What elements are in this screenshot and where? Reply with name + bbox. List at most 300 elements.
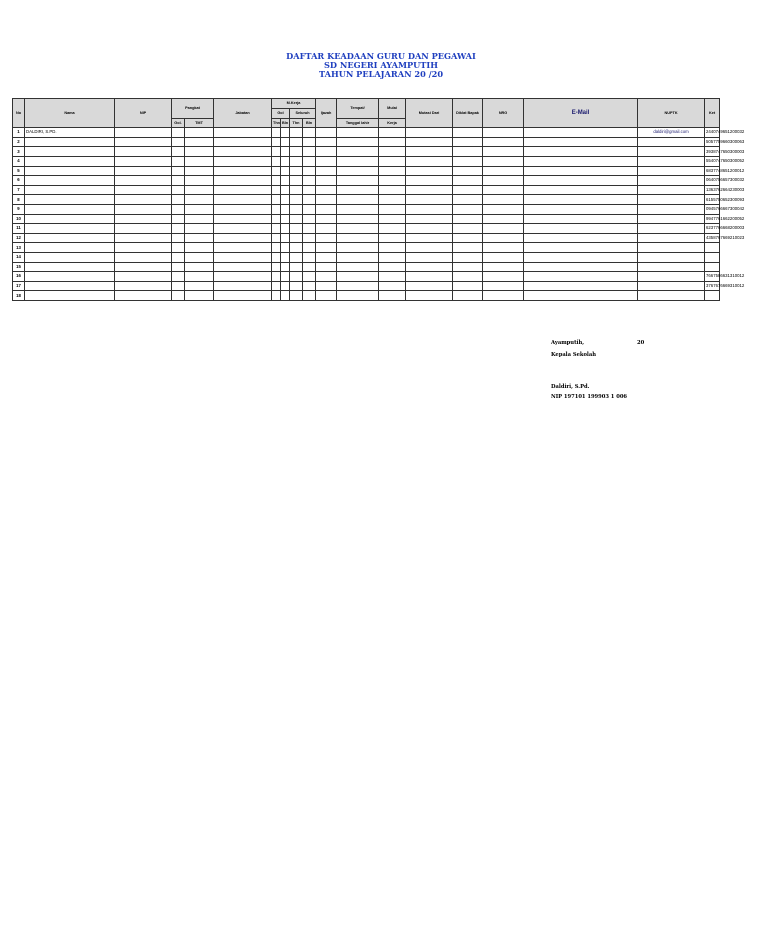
cell-tmt [185, 233, 214, 243]
cell-tgl [379, 281, 406, 291]
cell-mulai [406, 204, 453, 214]
table-row [13, 166, 720, 176]
cell-ms-thn [290, 176, 303, 186]
title-line-2: SD NEGERI AYAMPUTIH [324, 60, 438, 70]
cell-no: 17 [13, 281, 25, 291]
cell-ms-thn [290, 252, 303, 262]
cell-nama [25, 262, 115, 272]
cell-tgl [379, 176, 406, 186]
cell-nip [115, 204, 172, 214]
cell-email[interactable] [638, 156, 705, 166]
cell-tempat [337, 272, 379, 282]
cell-email[interactable] [638, 185, 705, 195]
cell-gol [172, 224, 185, 234]
cell-email[interactable] [638, 291, 705, 301]
header-masa-seluruh: Seluruh [290, 109, 316, 119]
header-mulai: Mulai [379, 99, 406, 119]
cell-jabatan [214, 176, 272, 186]
cell-nip [115, 252, 172, 262]
cell-email[interactable] [638, 281, 705, 291]
cell-ms-thn [290, 272, 303, 282]
cell-diklat [483, 176, 524, 186]
cell-ijazah [316, 214, 337, 224]
header-nuptk: NUPTK [638, 99, 705, 128]
cell-gol [172, 176, 185, 186]
cell-mutasi [453, 243, 483, 253]
cell-ms-thn [290, 291, 303, 301]
cell-tgl [379, 156, 406, 166]
cell-ms-thn [290, 156, 303, 166]
cell-mg-bln [281, 224, 290, 234]
cell-mutasi [453, 291, 483, 301]
cell-diklat [483, 272, 524, 282]
cell-tempat [337, 147, 379, 157]
cell-nuptk: 5057759660300063 [705, 137, 720, 147]
header-masa-gol: Gol [272, 109, 290, 119]
cell-nuptk [705, 252, 720, 262]
cell-nuptk: 7667586631310012 [705, 272, 720, 282]
cell-mg-thn [272, 272, 281, 282]
cell-mulai [406, 128, 453, 138]
cell-gol [172, 137, 185, 147]
header-jabatan: Jabatan [214, 99, 272, 128]
cell-no: 2 [13, 137, 25, 147]
cell-email[interactable] [638, 166, 705, 176]
cell-mg-thn [272, 156, 281, 166]
header-nrg: NRG [483, 99, 524, 128]
cell-mg-bln [281, 204, 290, 214]
cell-ms-thn [290, 185, 303, 195]
table-row [13, 291, 720, 301]
cell-mg-thn [272, 224, 281, 234]
cell-ms-thn [290, 224, 303, 234]
cell-mulai [406, 147, 453, 157]
cell-tmt [185, 185, 214, 195]
cell-nama [25, 281, 115, 291]
cell-no: 1 [13, 128, 25, 138]
cell-nrg [524, 272, 638, 282]
cell-tmt [185, 252, 214, 262]
cell-email[interactable] [638, 137, 705, 147]
cell-diklat [483, 128, 524, 138]
cell-tempat [337, 281, 379, 291]
cell-ms-bln [303, 176, 316, 186]
cell-ms-thn [290, 243, 303, 253]
title-line-3: TAHUN PELAJARAN 20 /20 [318, 69, 444, 79]
cell-tmt [185, 156, 214, 166]
cell-nip [115, 272, 172, 282]
signature-year: 20 [637, 340, 645, 346]
cell-nip [115, 137, 172, 147]
header-nama: Nama [25, 99, 115, 128]
cell-mg-thn [272, 166, 281, 176]
cell-tmt [185, 243, 214, 253]
cell-diklat [483, 233, 524, 243]
cell-mg-bln [281, 291, 290, 301]
cell-mg-bln [281, 233, 290, 243]
cell-nip [115, 262, 172, 272]
cell-nip [115, 147, 172, 157]
cell-mulai [406, 281, 453, 291]
cell-gol [172, 243, 185, 253]
cell-email[interactable] [638, 252, 705, 262]
cell-mg-thn [272, 195, 281, 205]
cell-tgl [379, 185, 406, 195]
cell-tmt [185, 128, 214, 138]
cell-mg-bln [281, 214, 290, 224]
header-masa-kerja: M.Kerja [272, 99, 316, 109]
cell-mulai [406, 176, 453, 186]
cell-mulai [406, 243, 453, 253]
cell-nrg [524, 147, 638, 157]
cell-ms-thn [290, 262, 303, 272]
cell-diklat [483, 204, 524, 214]
cell-mutasi [453, 185, 483, 195]
header-kerja: Kerja [379, 118, 406, 128]
cell-email[interactable]: daldiri@gmail.com [638, 128, 705, 138]
cell-diklat [483, 185, 524, 195]
cell-ms-bln [303, 224, 316, 234]
cell-jabatan [214, 243, 272, 253]
cell-ijazah [316, 147, 337, 157]
cell-nuptk: 6155750652300093 [705, 195, 720, 205]
cell-mg-thn [272, 147, 281, 157]
cell-tgl [379, 291, 406, 301]
cell-gol [172, 156, 185, 166]
cell-nip [115, 195, 172, 205]
cell-diklat [483, 214, 524, 224]
cell-mg-bln [281, 166, 290, 176]
cell-nrg [524, 156, 638, 166]
cell-email[interactable] [638, 262, 705, 272]
signature-role: Kepala Sekolah [551, 352, 597, 358]
cell-nrg [524, 281, 638, 291]
cell-mutasi [453, 272, 483, 282]
cell-tmt [185, 195, 214, 205]
cell-nrg [524, 185, 638, 195]
cell-tempat [337, 195, 379, 205]
cell-no: 5 [13, 166, 25, 176]
cell-mutasi [453, 233, 483, 243]
table-row [13, 128, 720, 138]
cell-mutasi [453, 281, 483, 291]
cell-nama [25, 156, 115, 166]
table-row [13, 252, 720, 262]
cell-mulai [406, 291, 453, 301]
cell-email[interactable] [638, 214, 705, 224]
cell-mg-bln [281, 243, 290, 253]
header-tempat: Tempat/ [337, 99, 379, 119]
cell-mg-thn [272, 176, 281, 186]
cell-tmt [185, 272, 214, 282]
cell-tmt [185, 214, 214, 224]
cell-mutasi [453, 195, 483, 205]
cell-jabatan [214, 252, 272, 262]
cell-ms-thn [290, 195, 303, 205]
table-row [13, 195, 720, 205]
cell-mutasi [453, 176, 483, 186]
cell-no: 6 [13, 176, 25, 186]
cell-nrg [524, 233, 638, 243]
cell-tempat [337, 185, 379, 195]
cell-nama [25, 272, 115, 282]
cell-ms-thn [290, 147, 303, 157]
cell-mutasi [453, 204, 483, 214]
cell-diklat [483, 156, 524, 166]
cell-tmt [185, 137, 214, 147]
cell-tgl [379, 137, 406, 147]
cell-ms-bln [303, 272, 316, 282]
cell-email[interactable] [638, 272, 705, 282]
cell-nip [115, 185, 172, 195]
cell-nuptk: 5540747650300052 [705, 156, 720, 166]
header-thn-seluruh: Thn [290, 118, 303, 128]
cell-nrg [524, 214, 638, 224]
cell-tempat [337, 291, 379, 301]
table-body [13, 128, 745, 301]
cell-nama [25, 252, 115, 262]
cell-ms-bln [303, 137, 316, 147]
cell-tgl [379, 224, 406, 234]
cell-nuptk: 0945766667300042 [705, 204, 720, 214]
cell-no: 11 [13, 224, 25, 234]
cell-email[interactable] [638, 147, 705, 157]
cell-no: 8 [13, 195, 25, 205]
document-title-block [0, 52, 768, 79]
cell-mulai [406, 195, 453, 205]
cell-mg-bln [281, 195, 290, 205]
cell-mg-bln [281, 176, 290, 186]
cell-tempat [337, 214, 379, 224]
cell-nrg [524, 262, 638, 272]
cell-gol [172, 147, 185, 157]
cell-tempat [337, 262, 379, 272]
cell-mutasi [453, 214, 483, 224]
cell-nama [25, 137, 115, 147]
cell-nrg [524, 195, 638, 205]
cell-nuptk: 9947761662200052 [705, 214, 720, 224]
cell-jabatan [214, 185, 272, 195]
table-header [13, 99, 720, 128]
cell-nama: DALDIRI, S.PD. [25, 128, 115, 138]
cell-ms-bln [303, 214, 316, 224]
header-gol: Gol. [172, 118, 185, 128]
cell-no: 14 [13, 252, 25, 262]
cell-ijazah [316, 128, 337, 138]
cell-no: 12 [13, 233, 25, 243]
cell-tempat [337, 156, 379, 166]
cell-no: 13 [13, 243, 25, 253]
cell-jabatan [214, 204, 272, 214]
cell-diklat [483, 243, 524, 253]
cell-email[interactable] [638, 233, 705, 243]
cell-nuptk: 1363762664230003 [705, 185, 720, 195]
cell-tmt [185, 166, 214, 176]
cell-tempat [337, 224, 379, 234]
header-thn-gol: Thn [272, 118, 281, 128]
cell-tgl [379, 262, 406, 272]
cell-jabatan [214, 224, 272, 234]
header-ket: Ket [705, 99, 720, 128]
cell-ijazah [316, 272, 337, 282]
cell-mg-thn [272, 214, 281, 224]
header-ijazah: Ijazah [316, 99, 337, 128]
cell-ijazah [316, 195, 337, 205]
cell-diklat [483, 137, 524, 147]
cell-jabatan [214, 214, 272, 224]
cell-tmt [185, 147, 214, 157]
cell-mg-thn [272, 291, 281, 301]
cell-gol [172, 281, 185, 291]
cell-ms-bln [303, 233, 316, 243]
cell-mutasi [453, 128, 483, 138]
cell-diklat [483, 281, 524, 291]
cell-nuptk: 2440749651200032 [705, 128, 720, 138]
cell-tempat [337, 252, 379, 262]
signature-place: Ayamputih, [551, 340, 585, 346]
header-tmt: TMT [185, 118, 214, 128]
table-row [13, 224, 720, 234]
table-row [13, 233, 720, 243]
cell-mg-bln [281, 147, 290, 157]
cell-jabatan [214, 262, 272, 272]
cell-mg-thn [272, 128, 281, 138]
cell-ijazah [316, 291, 337, 301]
cell-jabatan [214, 156, 272, 166]
cell-tgl [379, 166, 406, 176]
cell-ms-thn [290, 166, 303, 176]
cell-mg-thn [272, 243, 281, 253]
table-row [13, 147, 720, 157]
cell-nama [25, 195, 115, 205]
cell-mutasi [453, 252, 483, 262]
cell-email[interactable] [638, 224, 705, 234]
cell-ijazah [316, 281, 337, 291]
cell-nama [25, 147, 115, 157]
cell-tempat [337, 137, 379, 147]
cell-ijazah [316, 233, 337, 243]
cell-nrg [524, 128, 638, 138]
cell-nip [115, 166, 172, 176]
table-row [13, 214, 720, 224]
cell-tmt [185, 176, 214, 186]
cell-mg-bln [281, 185, 290, 195]
cell-mg-bln [281, 281, 290, 291]
cell-diklat [483, 224, 524, 234]
cell-mulai [406, 185, 453, 195]
cell-ms-bln [303, 281, 316, 291]
cell-tgl [379, 233, 406, 243]
cell-nip [115, 176, 172, 186]
cell-tgl [379, 147, 406, 157]
cell-jabatan [214, 137, 272, 147]
cell-email[interactable] [638, 176, 705, 186]
cell-jabatan [214, 233, 272, 243]
cell-nip [115, 291, 172, 301]
cell-tgl [379, 204, 406, 214]
cell-mutasi [453, 262, 483, 272]
cell-mg-bln [281, 262, 290, 272]
cell-mulai [406, 137, 453, 147]
cell-no: 18 [13, 291, 25, 301]
cell-nama [25, 233, 115, 243]
cell-mg-thn [272, 185, 281, 195]
cell-ms-bln [303, 147, 316, 157]
cell-nrg [524, 252, 638, 262]
signature-nip: NIP 197101 199903 1 006 [551, 394, 628, 400]
cell-gol [172, 262, 185, 272]
cell-ijazah [316, 166, 337, 176]
cell-tmt [185, 291, 214, 301]
cell-tgl [379, 195, 406, 205]
cell-mg-bln [281, 156, 290, 166]
table-row [13, 137, 720, 147]
header-pangkat: Pangkat [172, 99, 214, 119]
cell-mg-bln [281, 128, 290, 138]
cell-nip [115, 224, 172, 234]
cell-tgl [379, 272, 406, 282]
cell-email[interactable] [638, 243, 705, 253]
cell-ms-bln [303, 291, 316, 301]
cell-mg-thn [272, 252, 281, 262]
cell-ms-thn [290, 128, 303, 138]
staff-table [12, 98, 745, 301]
cell-gol [172, 128, 185, 138]
cell-nuptk: 3767676669310012 [705, 281, 720, 291]
cell-tgl [379, 214, 406, 224]
cell-gol [172, 204, 185, 214]
cell-jabatan [214, 166, 272, 176]
table-row [13, 281, 720, 291]
cell-nip [115, 128, 172, 138]
cell-diklat [483, 252, 524, 262]
cell-ijazah [316, 176, 337, 186]
cell-nama [25, 291, 115, 301]
cell-nrg [524, 166, 638, 176]
cell-nrg [524, 291, 638, 301]
signature-name: Daldiri, S.Pd. [551, 384, 590, 390]
cell-nrg [524, 204, 638, 214]
cell-nrg [524, 224, 638, 234]
cell-tmt [185, 224, 214, 234]
cell-mg-bln [281, 137, 290, 147]
cell-gol [172, 233, 185, 243]
cell-ijazah [316, 243, 337, 253]
cell-jabatan [214, 281, 272, 291]
table-row [13, 176, 720, 186]
cell-gol [172, 252, 185, 262]
cell-mulai [406, 252, 453, 262]
cell-ms-thn [290, 233, 303, 243]
cell-tempat [337, 233, 379, 243]
cell-mg-bln [281, 252, 290, 262]
header-tanggal-lahir: Tanggal lahir [337, 118, 379, 128]
cell-ijazah [316, 204, 337, 214]
cell-nrg [524, 176, 638, 186]
cell-tempat [337, 243, 379, 253]
cell-nama [25, 204, 115, 214]
cell-tmt [185, 281, 214, 291]
cell-email[interactable] [638, 195, 705, 205]
cell-email[interactable] [638, 204, 705, 214]
cell-no: 3 [13, 147, 25, 157]
table-row [13, 272, 720, 282]
table-row [13, 185, 720, 195]
cell-mutasi [453, 224, 483, 234]
cell-ijazah [316, 156, 337, 166]
cell-jabatan [214, 291, 272, 301]
cell-nama [25, 166, 115, 176]
